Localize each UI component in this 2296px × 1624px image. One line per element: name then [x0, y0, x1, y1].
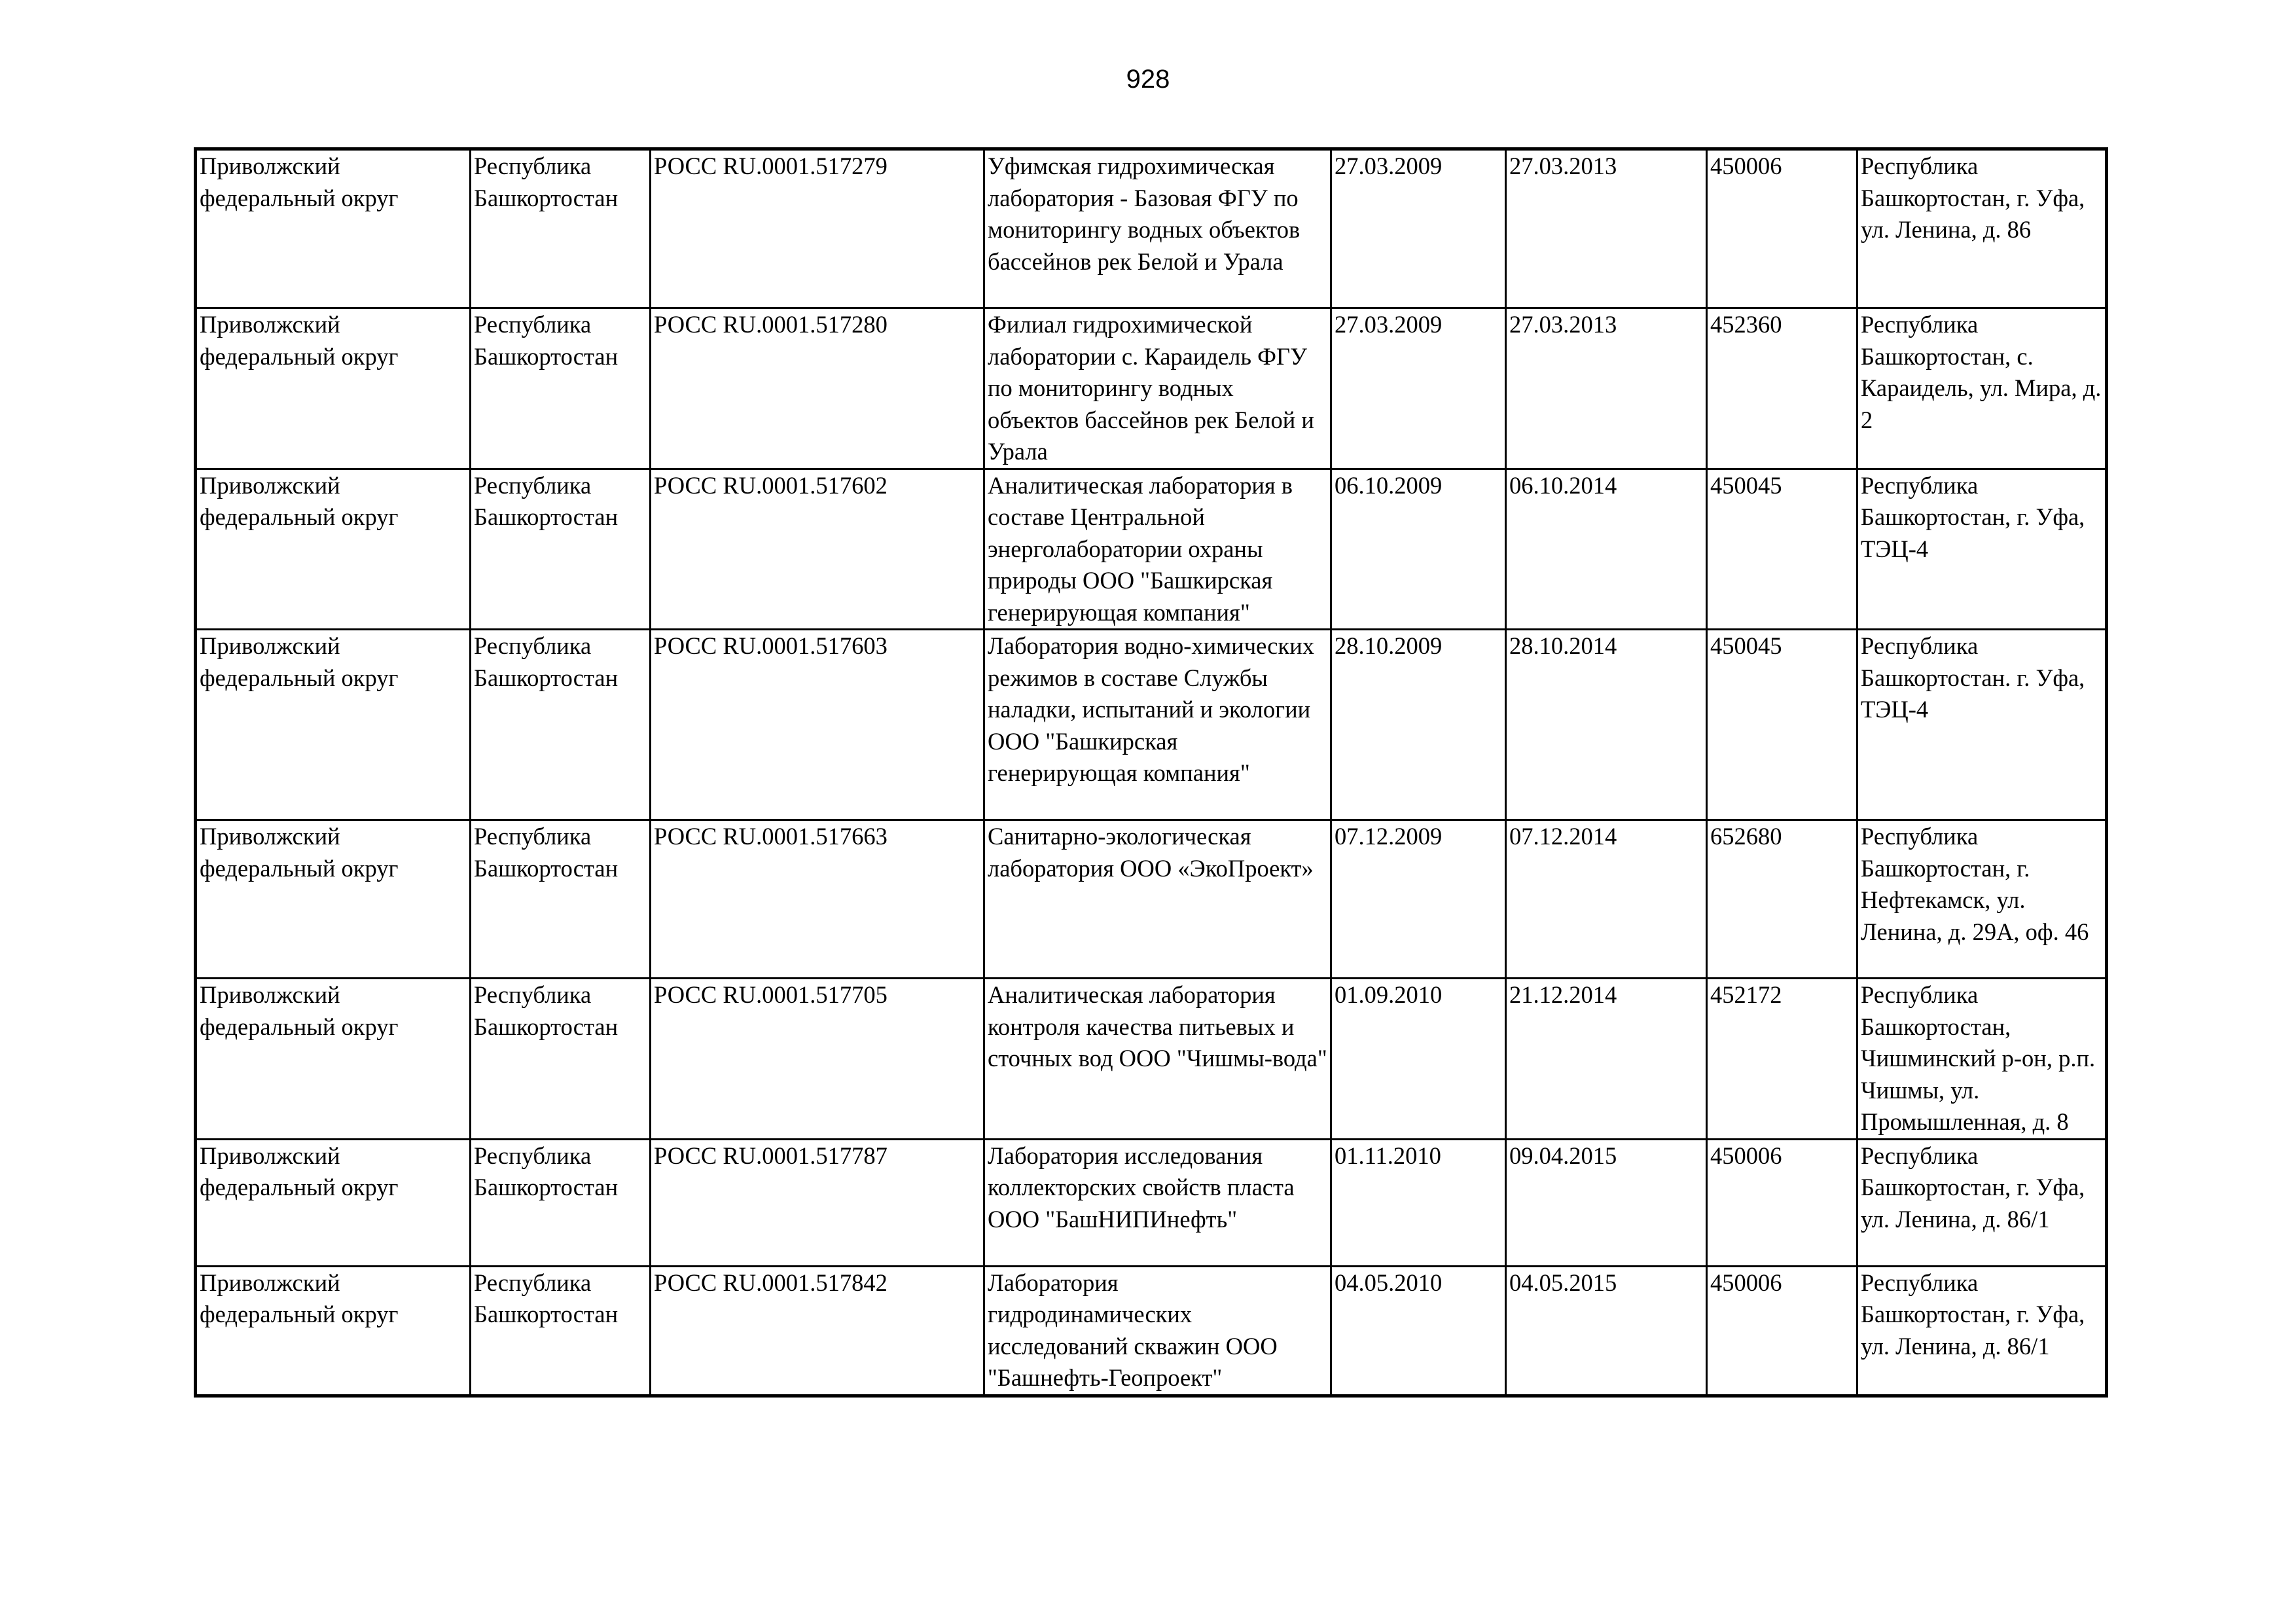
postal-index-cell: 452172 [1707, 979, 1857, 1140]
district-cell: Приволжский федеральный округ [196, 979, 471, 1140]
expiry-date-cell: 21.12.2014 [1506, 979, 1707, 1140]
laboratory-name-cell: Филиал гидрохимической лаборатории с. Караидель ФГУ по мониторингу водных объектов бассейнов рек Белой и Урала [984, 308, 1331, 469]
registration-number-cell: РОСС RU.0001.517787 [651, 1139, 984, 1266]
postal-index-cell: 652680 [1707, 820, 1857, 979]
table-row [196, 1139, 2107, 1266]
registration-number-cell: РОСС RU.0001.517602 [651, 469, 984, 630]
registration-number-cell: РОСС RU.0001.517663 [651, 820, 984, 979]
table-row [196, 630, 2107, 820]
table-row [196, 820, 2107, 979]
laboratory-name-cell: Лаборатория гидродинамических исследований скважин ООО "Башнефть-Геопроект" [984, 1266, 1331, 1396]
laboratory-name-cell: Аналитическая лаборатория в составе Центральной энерголаборатории охраны природы ООО "Башкирская генерирующая компания" [984, 469, 1331, 630]
expiry-date-cell: 09.04.2015 [1506, 1139, 1707, 1266]
laboratory-name-cell: Лаборатория водно-химических режимов в составе Службы наладки, испытаний и экологии ООО "Башкирская генерирующая компания" [984, 630, 1331, 820]
expiry-date-cell: 27.03.2013 [1506, 149, 1707, 308]
accreditation-date-cell: 01.11.2010 [1331, 1139, 1506, 1266]
district-cell: Приволжский федеральный округ [196, 469, 471, 630]
laboratory-name-cell: Аналитическая лаборатория контроля качества питьевых и сточных вод ООО "Чишмы-вода" [984, 979, 1331, 1140]
accreditation-date-cell: 01.09.2010 [1331, 979, 1506, 1140]
expiry-date-cell: 06.10.2014 [1506, 469, 1707, 630]
registration-number-cell: РОСС RU.0001.517842 [651, 1266, 984, 1396]
region-cell: Республика Башкортостан [471, 979, 651, 1140]
accreditation-date-cell: 06.10.2009 [1331, 469, 1506, 630]
postal-index-cell: 450045 [1707, 469, 1857, 630]
address-cell: Республика Башкортостан, Чишминский р-он, р.п. Чишмы, ул. Промышленная, д. 8 [1857, 979, 2107, 1140]
postal-index-cell: 450006 [1707, 1266, 1857, 1396]
expiry-date-cell: 28.10.2014 [1506, 630, 1707, 820]
address-cell: Республика Башкортостан. г. Уфа, ТЭЦ-4 [1857, 630, 2107, 820]
laboratory-name-cell: Уфимская гидрохимическая лаборатория - Базовая ФГУ по мониторингу водных объектов бассейнов рек Белой и Урала [984, 149, 1331, 308]
page-number: 928 [1126, 65, 1170, 94]
registration-number-cell: РОСС RU.0001.517705 [651, 979, 984, 1140]
table-row [196, 308, 2107, 469]
district-cell: Приволжский федеральный округ [196, 149, 471, 308]
laboratory-registry-table [194, 147, 2108, 1398]
registration-number-cell: РОСС RU.0001.517280 [651, 308, 984, 469]
postal-index-cell: 452360 [1707, 308, 1857, 469]
expiry-date-cell: 04.05.2015 [1506, 1266, 1707, 1396]
table-row [196, 979, 2107, 1140]
region-cell: Республика Башкортостан [471, 820, 651, 979]
address-cell: Республика Башкортостан, с. Караидель, ул. Мира, д. 2 [1857, 308, 2107, 469]
expiry-date-cell: 07.12.2014 [1506, 820, 1707, 979]
accreditation-date-cell: 04.05.2010 [1331, 1266, 1506, 1396]
region-cell: Республика Башкортостан [471, 1139, 651, 1266]
district-cell: Приволжский федеральный округ [196, 820, 471, 979]
address-cell: Республика Башкортостан, г. Уфа, ул. Ленина, д. 86/1 [1857, 1266, 2107, 1396]
postal-index-cell: 450006 [1707, 149, 1857, 308]
table-row [196, 1266, 2107, 1396]
registration-number-cell: РОСС RU.0001.517603 [651, 630, 984, 820]
accreditation-date-cell: 27.03.2009 [1331, 308, 1506, 469]
address-cell: Республика Башкортостан, г. Уфа, ул. Ленина, д. 86/1 [1857, 1139, 2107, 1266]
district-cell: Приволжский федеральный округ [196, 1139, 471, 1266]
postal-index-cell: 450006 [1707, 1139, 1857, 1266]
region-cell: Республика Башкортостан [471, 469, 651, 630]
region-cell: Республика Башкортостан [471, 630, 651, 820]
region-cell: Республика Башкортостан [471, 308, 651, 469]
accreditation-date-cell: 28.10.2009 [1331, 630, 1506, 820]
address-cell: Республика Башкортостан, г. Уфа, ул. Ленина, д. 86 [1857, 149, 2107, 308]
expiry-date-cell: 27.03.2013 [1506, 308, 1707, 469]
address-cell: Республика Башкортостан, г. Нефтекамск, ул. Ленина, д. 29А, оф. 46 [1857, 820, 2107, 979]
district-cell: Приволжский федеральный округ [196, 630, 471, 820]
region-cell: Республика Башкортостан [471, 1266, 651, 1396]
laboratory-name-cell: Лаборатория исследования коллекторских свойств пласта ООО "БашНИПИнефть" [984, 1139, 1331, 1266]
district-cell: Приволжский федеральный округ [196, 1266, 471, 1396]
table-row [196, 149, 2107, 308]
laboratory-name-cell: Санитарно-экологическая лаборатория ООО «ЭкоПроект» [984, 820, 1331, 979]
region-cell: Республика Башкортостан [471, 149, 651, 308]
table-row [196, 469, 2107, 630]
district-cell: Приволжский федеральный округ [196, 308, 471, 469]
accreditation-date-cell: 07.12.2009 [1331, 820, 1506, 979]
address-cell: Республика Башкортостан, г. Уфа, ТЭЦ-4 [1857, 469, 2107, 630]
postal-index-cell: 450045 [1707, 630, 1857, 820]
accreditation-date-cell: 27.03.2009 [1331, 149, 1506, 308]
registration-number-cell: РОСС RU.0001.517279 [651, 149, 984, 308]
